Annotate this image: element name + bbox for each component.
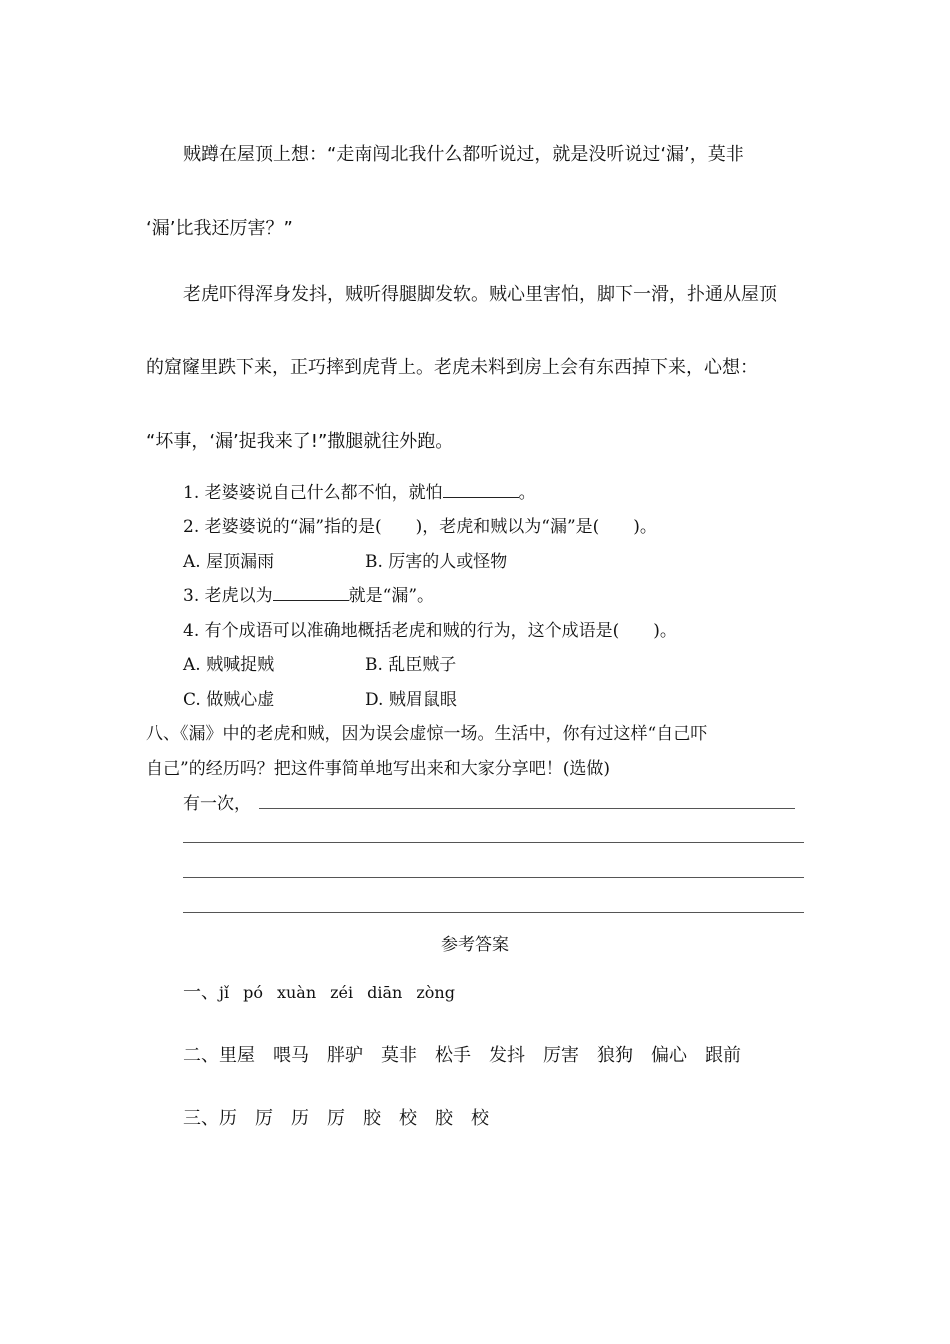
answers-heading: 参考答案 [441, 935, 509, 955]
answer-3 [183, 1104, 507, 1130]
question-4-option[interactable]: B. 乱臣贼子 [365, 655, 457, 675]
passage-line: 老虎吓得浑身发抖，贼听得腿脚发软。贼心里害怕，脚下一滑，扑通从屋顶 [183, 284, 777, 305]
question-4: 4. 有个成语可以准确地概括老虎和贼的行为，这个成语是( )。 [183, 621, 677, 641]
answer-word: 里屋 [219, 1045, 255, 1066]
question-2-option[interactable]: A. 屋顶漏雨 [183, 552, 275, 572]
answer-word: 发抖 [489, 1045, 525, 1066]
writing-prompt: 自己”的经历吗？把这件事简单地写出来和大家分享吧！(选做) [146, 759, 610, 779]
answer-word: 厉害 [543, 1045, 579, 1066]
question-3 [183, 581, 434, 606]
answer-word: 松手 [435, 1045, 471, 1066]
answer-char: 胶 [363, 1108, 381, 1129]
answer-char: 校 [471, 1108, 489, 1129]
answer-word: 狼狗 [597, 1045, 633, 1066]
answer-word: 偏心 [651, 1045, 687, 1066]
answer-2-label: 二、 [183, 1045, 219, 1066]
question-1-end: 。 [518, 483, 536, 503]
pinyin-item: zòng [416, 983, 455, 1002]
answer-3-label: 三、 [183, 1108, 219, 1129]
writing-start: 有一次， [183, 794, 251, 814]
pinyin-item: pó [243, 983, 263, 1002]
answer-1-label: 一、 [183, 982, 219, 1003]
answer-char: 厉 [255, 1108, 273, 1129]
writing-line[interactable] [183, 842, 804, 843]
answer-word: 跟前 [705, 1045, 741, 1066]
question-3-end: 就是“漏”。 [348, 586, 435, 606]
answer-blank[interactable] [443, 483, 519, 498]
question-4-option[interactable]: C. 做贼心虚 [183, 690, 275, 710]
answer-1 [183, 978, 469, 1004]
question-1-text: 1. 老婆婆说自己什么都不怕，就怕 [183, 483, 443, 503]
question-3-text: 3. 老虎以为 [183, 586, 273, 606]
passage-line: 贼蹲在屋顶上想：“走南闯北我什么都听说过，就是没听说过‘漏’，莫非 [183, 144, 744, 165]
question-2: 2. 老婆婆说的“漏”指的是( )，老虎和贼以为“漏”是( )。 [183, 517, 657, 537]
pinyin-item: zéi [330, 983, 354, 1002]
answer-char: 厉 [327, 1108, 345, 1129]
question-4-option[interactable]: D. 贼眉鼠眼 [365, 690, 457, 710]
passage-line: “坏事，‘漏’捉我来了!”撒腿就往外跑。 [146, 431, 454, 452]
question-1 [183, 478, 536, 503]
writing-prompt: 八、《漏》中的老虎和贼，因为误会虚惊一场。生活中，你有过这样“自己吓 [146, 724, 708, 744]
answer-char: 胶 [435, 1108, 453, 1129]
writing-line[interactable] [183, 912, 804, 913]
passage-line: 的窟窿里跌下来，正巧摔到虎背上。老虎未料到房上会有东西掉下来，心想： [146, 357, 758, 378]
answer-word: 喂马 [273, 1045, 309, 1066]
pinyin-item: diān [367, 983, 403, 1002]
pinyin-item: xuàn [276, 983, 317, 1002]
passage-line: ‘漏’比我还厉害？” [146, 218, 293, 239]
question-4-option[interactable]: A. 贼喊捉贼 [183, 655, 275, 675]
answer-word: 莫非 [381, 1045, 417, 1066]
answer-char: 历 [291, 1108, 309, 1129]
question-2-option[interactable]: B. 厉害的人或怪物 [365, 552, 508, 572]
pinyin-item: jǐ [219, 983, 230, 1002]
answer-blank[interactable] [273, 586, 349, 601]
writing-line[interactable] [183, 877, 804, 878]
pinyin-list [219, 983, 469, 1002]
answer-2 [183, 1041, 759, 1067]
answer-word: 胖驴 [327, 1045, 363, 1066]
writing-line[interactable] [259, 808, 795, 809]
answer-char: 历 [219, 1108, 237, 1129]
answer-char: 校 [399, 1108, 417, 1129]
